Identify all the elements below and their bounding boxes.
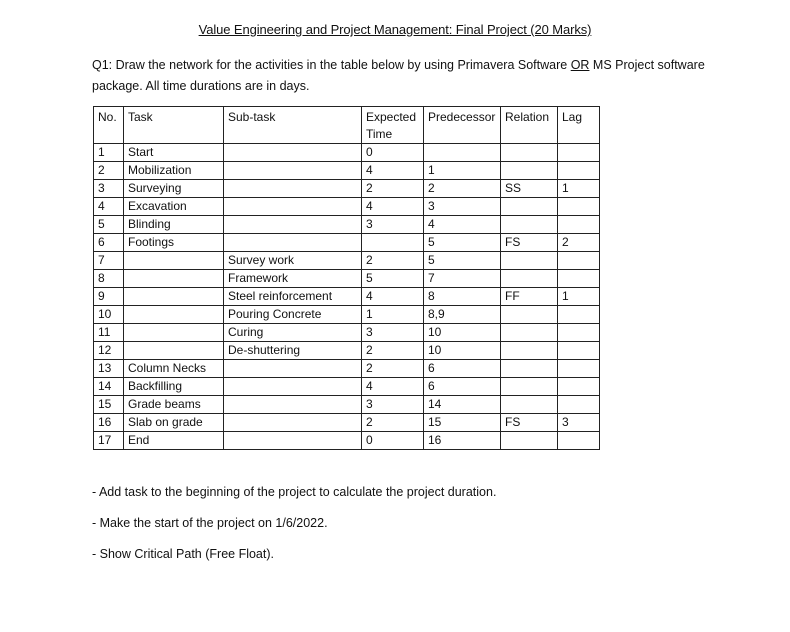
cell-relation: FF xyxy=(501,288,558,306)
table-row xyxy=(94,360,600,378)
cell-lag xyxy=(558,270,600,288)
cell-sub-task xyxy=(224,198,362,216)
header-relation: Relation xyxy=(501,107,558,144)
cell-expected-time: 3 xyxy=(362,396,424,414)
cell-sub-task: De-shuttering xyxy=(224,342,362,360)
cell-lag xyxy=(558,216,600,234)
table-row xyxy=(94,270,600,288)
cell-expected-time: 2 xyxy=(362,342,424,360)
cell-predecessor: 6 xyxy=(424,378,501,396)
cell-predecessor: 8 xyxy=(424,288,501,306)
cell-sub-task: Pouring Concrete xyxy=(224,306,362,324)
cell-lag: 3 xyxy=(558,414,600,432)
cell-predecessor: 3 xyxy=(424,198,501,216)
cell-sub-task xyxy=(224,360,362,378)
cell-no: 12 xyxy=(94,342,124,360)
cell-predecessor: 1 xyxy=(424,162,501,180)
cell-relation xyxy=(501,378,558,396)
cell-lag xyxy=(558,432,600,450)
table-row xyxy=(94,252,600,270)
cell-expected-time xyxy=(362,234,424,252)
cell-lag xyxy=(558,396,600,414)
cell-lag: 2 xyxy=(558,234,600,252)
table-row xyxy=(94,342,600,360)
cell-task: Backfilling xyxy=(124,378,224,396)
cell-task xyxy=(124,324,224,342)
document-title: Value Engineering and Project Management: Final Project (20 Marks) xyxy=(198,22,592,37)
table-row xyxy=(94,288,600,306)
cell-no: 10 xyxy=(94,306,124,324)
cell-no: 11 xyxy=(94,324,124,342)
header-lag: Lag xyxy=(558,107,600,144)
question-text-part-2: MS Project software package. All time durations are in days. xyxy=(92,58,705,93)
cell-lag xyxy=(558,198,600,216)
cell-expected-time: 5 xyxy=(362,270,424,288)
instruction-item: - Show Critical Path (Free Float). xyxy=(92,547,274,561)
cell-task: Footings xyxy=(124,234,224,252)
cell-lag xyxy=(558,252,600,270)
cell-expected-time: 0 xyxy=(362,144,424,162)
cell-predecessor: 10 xyxy=(424,324,501,342)
header-predecessor: Predecessor xyxy=(424,107,501,144)
cell-task xyxy=(124,306,224,324)
table-row xyxy=(94,414,600,432)
cell-predecessor: 6 xyxy=(424,360,501,378)
cell-expected-time: 2 xyxy=(362,252,424,270)
cell-lag: 1 xyxy=(558,288,600,306)
cell-predecessor: 5 xyxy=(424,252,501,270)
cell-expected-time: 2 xyxy=(362,414,424,432)
cell-expected-time: 4 xyxy=(362,198,424,216)
cell-no: 2 xyxy=(94,162,124,180)
table-row xyxy=(94,180,600,198)
cell-no: 5 xyxy=(94,216,124,234)
cell-expected-time: 1 xyxy=(362,306,424,324)
cell-task: Grade beams xyxy=(124,396,224,414)
cell-lag xyxy=(558,324,600,342)
cell-predecessor: 10 xyxy=(424,342,501,360)
cell-predecessor: 8,9 xyxy=(424,306,501,324)
cell-lag xyxy=(558,342,600,360)
cell-expected-time: 4 xyxy=(362,288,424,306)
cell-sub-task: Curing xyxy=(224,324,362,342)
cell-lag xyxy=(558,144,600,162)
cell-lag xyxy=(558,306,600,324)
cell-task: End xyxy=(124,432,224,450)
cell-no: 16 xyxy=(94,414,124,432)
table-row xyxy=(94,396,600,414)
table-body xyxy=(94,144,600,450)
table-row xyxy=(94,306,600,324)
cell-predecessor: 14 xyxy=(424,396,501,414)
cell-predecessor xyxy=(424,144,501,162)
cell-relation: FS xyxy=(501,414,558,432)
cell-no: 7 xyxy=(94,252,124,270)
cell-expected-time: 4 xyxy=(362,378,424,396)
question-text xyxy=(92,55,732,97)
table-row xyxy=(94,324,600,342)
instruction-item: - Make the start of the project on 1/6/2022. xyxy=(92,516,328,530)
cell-relation xyxy=(501,270,558,288)
cell-relation xyxy=(501,396,558,414)
cell-predecessor: 4 xyxy=(424,216,501,234)
question-text-part-1: Q1: Draw the network for the activities in the table below by using Primavera Software xyxy=(92,58,571,72)
cell-expected-time: 3 xyxy=(362,216,424,234)
cell-predecessor: 5 xyxy=(424,234,501,252)
cell-no: 15 xyxy=(94,396,124,414)
cell-relation: FS xyxy=(501,234,558,252)
instruction-item: - Add task to the beginning of the project to calculate the project duration. xyxy=(92,485,497,499)
header-task: Task xyxy=(124,107,224,144)
cell-expected-time: 2 xyxy=(362,360,424,378)
cell-lag xyxy=(558,162,600,180)
cell-sub-task xyxy=(224,414,362,432)
cell-predecessor: 16 xyxy=(424,432,501,450)
cell-task xyxy=(124,270,224,288)
cell-relation xyxy=(501,432,558,450)
cell-relation xyxy=(501,216,558,234)
cell-relation: SS xyxy=(501,180,558,198)
cell-sub-task xyxy=(224,432,362,450)
cell-lag xyxy=(558,360,600,378)
activities-table xyxy=(93,106,600,450)
cell-predecessor: 15 xyxy=(424,414,501,432)
cell-no: 9 xyxy=(94,288,124,306)
table-row xyxy=(94,432,600,450)
cell-sub-task: Steel reinforcement xyxy=(224,288,362,306)
cell-no: 4 xyxy=(94,198,124,216)
cell-expected-time: 4 xyxy=(362,162,424,180)
cell-sub-task: Framework xyxy=(224,270,362,288)
cell-lag: 1 xyxy=(558,180,600,198)
table-row xyxy=(94,198,600,216)
cell-task: Mobilization xyxy=(124,162,224,180)
table-row xyxy=(94,234,600,252)
cell-no: 8 xyxy=(94,270,124,288)
cell-expected-time: 0 xyxy=(362,432,424,450)
cell-no: 3 xyxy=(94,180,124,198)
cell-no: 13 xyxy=(94,360,124,378)
cell-relation xyxy=(501,162,558,180)
instructions-list xyxy=(92,483,496,576)
cell-no: 6 xyxy=(94,234,124,252)
cell-relation xyxy=(501,198,558,216)
cell-sub-task xyxy=(224,180,362,198)
table-row xyxy=(94,216,600,234)
cell-relation xyxy=(501,360,558,378)
cell-task: Start xyxy=(124,144,224,162)
cell-sub-task: Survey work xyxy=(224,252,362,270)
cell-task: Surveying xyxy=(124,180,224,198)
cell-task xyxy=(124,252,224,270)
header-expected-time: Expected Time xyxy=(362,107,424,144)
cell-relation xyxy=(501,324,558,342)
cell-task xyxy=(124,342,224,360)
cell-no: 1 xyxy=(94,144,124,162)
cell-expected-time: 2 xyxy=(362,180,424,198)
cell-sub-task xyxy=(224,396,362,414)
cell-task: Slab on grade xyxy=(124,414,224,432)
cell-sub-task xyxy=(224,234,362,252)
cell-expected-time: 3 xyxy=(362,324,424,342)
cell-no: 14 xyxy=(94,378,124,396)
cell-sub-task xyxy=(224,216,362,234)
cell-relation xyxy=(501,306,558,324)
cell-lag xyxy=(558,378,600,396)
cell-task: Column Necks xyxy=(124,360,224,378)
cell-predecessor: 2 xyxy=(424,180,501,198)
question-emphasis-or: OR xyxy=(570,58,590,72)
cell-sub-task xyxy=(224,162,362,180)
cell-task xyxy=(124,288,224,306)
header-sub-task: Sub-task xyxy=(224,107,362,144)
header-no: No. xyxy=(94,107,124,144)
table-row xyxy=(94,378,600,396)
cell-predecessor: 7 xyxy=(424,270,501,288)
cell-relation xyxy=(501,342,558,360)
table-row xyxy=(94,162,600,180)
cell-no: 17 xyxy=(94,432,124,450)
table-row xyxy=(94,144,600,162)
cell-task: Blinding xyxy=(124,216,224,234)
cell-relation xyxy=(501,252,558,270)
cell-relation xyxy=(501,144,558,162)
table-header-row xyxy=(94,107,600,144)
cell-sub-task xyxy=(224,144,362,162)
cell-sub-task xyxy=(224,378,362,396)
cell-task: Excavation xyxy=(124,198,224,216)
